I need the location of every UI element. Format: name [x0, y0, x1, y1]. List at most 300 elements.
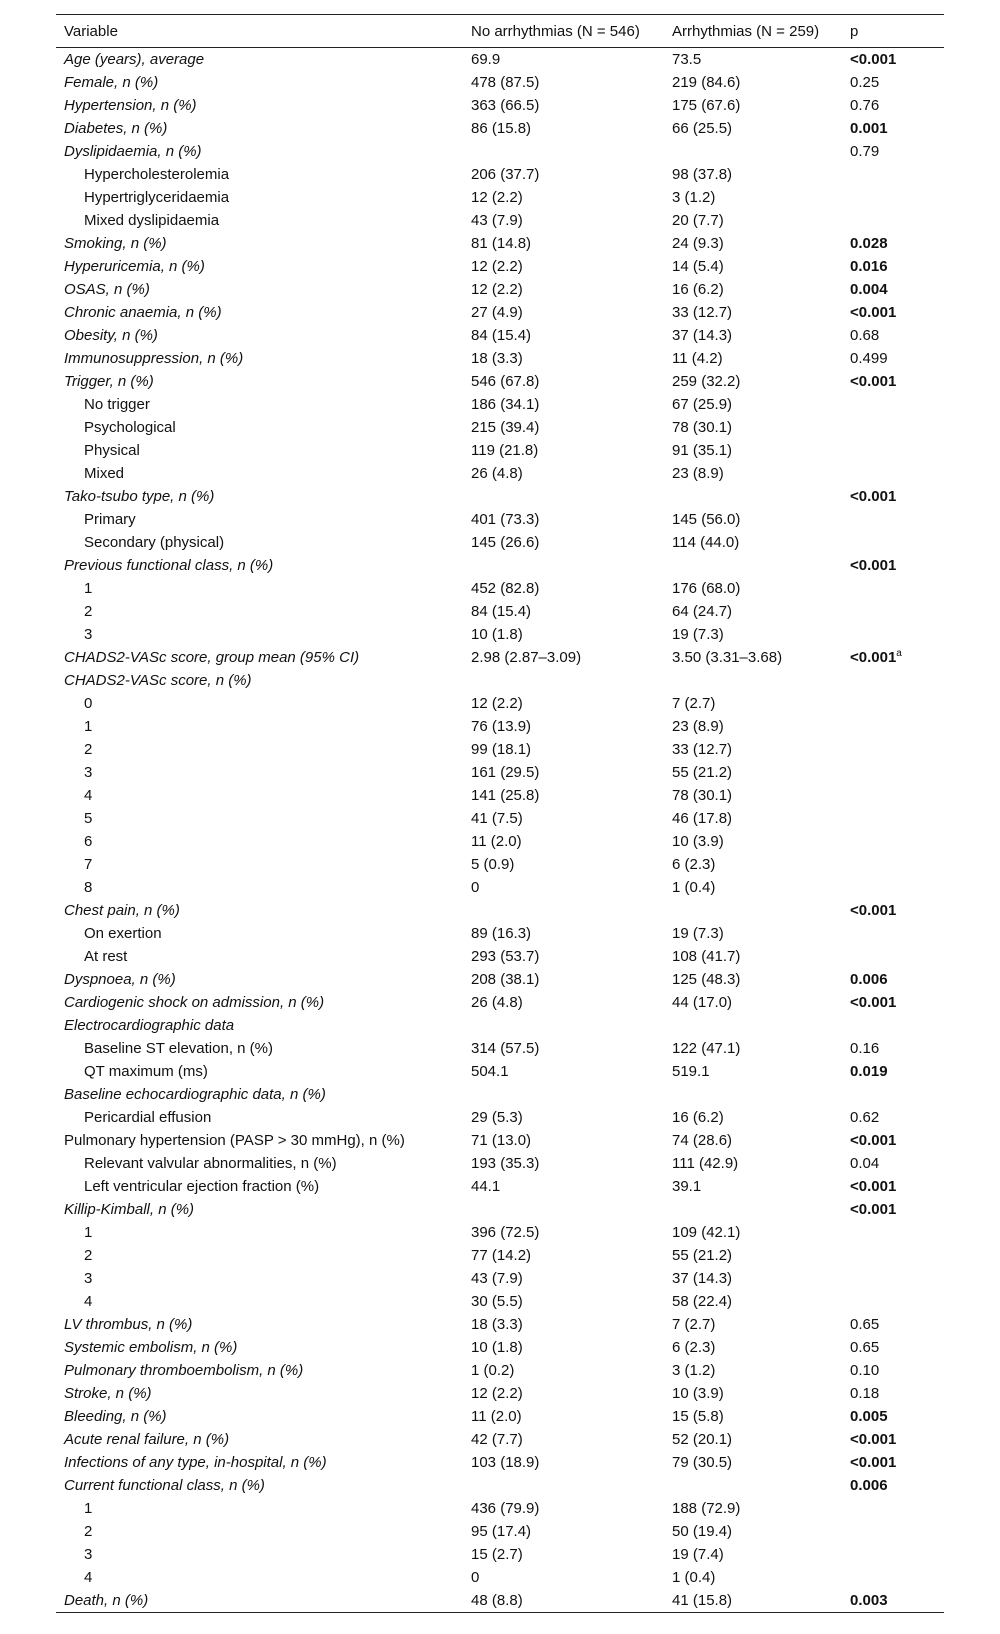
- variable-cell: 0: [84, 695, 93, 712]
- table-row: [56, 1244, 944, 1267]
- p-value-cell: [842, 1244, 944, 1267]
- no-arrhythmias-cell: 2.98 (2.87–3.09): [471, 649, 582, 666]
- variable-cell: 3: [84, 764, 93, 781]
- arrhythmias-cell: [664, 899, 842, 922]
- table-row: [56, 163, 944, 186]
- variable-cell: 1: [84, 1500, 93, 1517]
- p-value-cell: [842, 186, 944, 209]
- variable-cell: Mixed dyslipidaemia: [84, 212, 220, 229]
- variable-cell: 3: [84, 626, 93, 643]
- variable-cell: Diabetes, n (%): [64, 120, 168, 137]
- table-row: [56, 1037, 944, 1060]
- arrhythmias-cell: 7 (2.7): [672, 1316, 716, 1333]
- no-arrhythmias-cell: 69.9: [471, 51, 501, 68]
- p-value: <0.001: [850, 1178, 897, 1195]
- table-row: [56, 1543, 944, 1566]
- variable-cell: Previous functional class, n (%): [64, 557, 274, 574]
- variable-cell: Psychological: [84, 419, 176, 436]
- no-arrhythmias-cell: 11 (2.0): [471, 1408, 522, 1425]
- footnote-marker: a: [896, 648, 902, 659]
- arrhythmias-cell: 145 (56.0): [672, 511, 741, 528]
- arrhythmias-cell: 78 (30.1): [672, 419, 733, 436]
- table-row: [56, 1566, 944, 1589]
- arrhythmias-cell: 98 (37.8): [672, 166, 733, 183]
- no-arrhythmias-cell: 103 (18.9): [471, 1454, 540, 1471]
- no-arrhythmias-cell: 396 (72.5): [471, 1224, 540, 1241]
- p-value-cell: [842, 94, 944, 117]
- p-value-cell: [842, 577, 944, 600]
- variable-cell: 4: [84, 1293, 93, 1310]
- no-arrhythmias-cell: 41 (7.5): [471, 810, 523, 827]
- table-row: [56, 692, 944, 715]
- no-arrhythmias-cell: 436 (79.9): [471, 1500, 540, 1517]
- variable-cell: 1: [84, 580, 93, 597]
- arrhythmias-cell: 1 (0.4): [672, 1569, 716, 1586]
- no-arrhythmias-cell: 12 (2.2): [471, 258, 523, 275]
- p-value: 0.68: [850, 327, 880, 344]
- p-value-cell: [842, 1382, 944, 1405]
- no-arrhythmias-cell: 363 (66.5): [471, 97, 540, 114]
- arrhythmias-cell: 259 (32.2): [672, 373, 741, 390]
- no-arrhythmias-cell: 504.1: [471, 1063, 509, 1080]
- variable-cell: Primary: [84, 511, 136, 528]
- no-arrhythmias-cell: [463, 1014, 664, 1037]
- variable-cell: Chronic anaemia, n (%): [64, 304, 222, 321]
- arrhythmias-cell: 19 (7.4): [672, 1546, 724, 1563]
- arrhythmias-cell: 78 (30.1): [672, 787, 733, 804]
- arrhythmias-cell: 3.50 (3.31–3.68): [672, 649, 783, 666]
- table-row: [56, 1428, 944, 1451]
- no-arrhythmias-cell: 42 (7.7): [471, 1431, 523, 1448]
- table-row: [56, 761, 944, 784]
- p-value-cell: [842, 301, 944, 324]
- arrhythmias-cell: 176 (68.0): [672, 580, 741, 597]
- p-value: 0.028: [850, 235, 888, 252]
- p-value: <0.001: [850, 488, 897, 505]
- arrhythmias-cell: 188 (72.9): [672, 1500, 741, 1517]
- arrhythmias-cell: 114 (44.0): [672, 534, 740, 551]
- p-value-cell: [842, 922, 944, 945]
- p-value-cell: [842, 600, 944, 623]
- variable-cell: Dyslipidaemia, n (%): [64, 143, 202, 160]
- no-arrhythmias-cell: 12 (2.2): [471, 695, 523, 712]
- arrhythmias-cell: 33 (12.7): [672, 741, 733, 758]
- p-value-cell: [842, 669, 944, 692]
- table-row: [56, 807, 944, 830]
- variable-cell: 2: [84, 1523, 93, 1540]
- variable-cell: Killip-Kimball, n (%): [64, 1201, 195, 1218]
- p-value-cell: [842, 623, 944, 646]
- variable-cell: QT maximum (ms): [84, 1063, 208, 1080]
- table-row: [56, 1313, 944, 1336]
- p-value: <0.001: [850, 1454, 897, 1471]
- variable-cell: 7: [84, 856, 93, 873]
- arrhythmias-cell: 20 (7.7): [672, 212, 724, 229]
- arrhythmias-cell: 10 (3.9): [672, 833, 724, 850]
- table-row: [56, 1451, 944, 1474]
- p-value-cell: [842, 1497, 944, 1520]
- arrhythmias-cell: 109 (42.1): [672, 1224, 741, 1241]
- p-value-cell: [842, 1566, 944, 1589]
- variable-cell: Electrocardiographic data: [64, 1017, 235, 1034]
- table-row: [56, 416, 944, 439]
- table-row: [56, 669, 944, 692]
- table-row: [56, 784, 944, 807]
- variable-cell: Left ventricular ejection fraction (%): [84, 1178, 320, 1195]
- no-arrhythmias-cell: 12 (2.2): [471, 281, 523, 298]
- table-row: [56, 370, 944, 393]
- p-value-cell: [842, 853, 944, 876]
- p-value-cell: [842, 163, 944, 186]
- arrhythmias-cell: 64 (24.7): [672, 603, 733, 620]
- p-value-cell: [842, 1267, 944, 1290]
- table-row: [56, 830, 944, 853]
- no-arrhythmias-cell: 18 (3.3): [471, 350, 523, 367]
- table-row: [56, 715, 944, 738]
- table-row: [56, 1520, 944, 1543]
- no-arrhythmias-cell: 119 (21.8): [471, 442, 539, 459]
- p-value: 0.499: [850, 350, 888, 367]
- arrhythmias-cell: 79 (30.5): [672, 1454, 733, 1471]
- no-arrhythmias-cell: 86 (15.8): [471, 120, 532, 137]
- table-row: [56, 1152, 944, 1175]
- p-value: 0.16: [850, 1040, 880, 1057]
- no-arrhythmias-cell: 1 (0.2): [471, 1362, 515, 1379]
- variable-cell: OSAS, n (%): [64, 281, 150, 298]
- variable-cell: Obesity, n (%): [64, 327, 158, 344]
- p-value-cell: [842, 1474, 944, 1497]
- p-value-cell: [842, 1543, 944, 1566]
- table-row: [56, 991, 944, 1014]
- p-value: <0.001: [850, 1132, 897, 1149]
- arrhythmias-cell: 39.1: [672, 1178, 702, 1195]
- arrhythmias-cell: 16 (6.2): [672, 1109, 724, 1126]
- arrhythmias-cell: 52 (20.1): [672, 1431, 733, 1448]
- arrhythmias-cell: 37 (14.3): [672, 1270, 733, 1287]
- variable-cell: On exertion: [84, 925, 162, 942]
- p-value-cell: [842, 830, 944, 853]
- variable-cell: 6: [84, 833, 93, 850]
- table-row: [56, 577, 944, 600]
- arrhythmias-cell: 16 (6.2): [672, 281, 724, 298]
- p-value: <0.001: [850, 51, 897, 68]
- arrhythmias-cell: 6 (2.3): [672, 856, 716, 873]
- p-value-cell: [842, 209, 944, 232]
- p-value-cell: [842, 945, 944, 968]
- arrhythmias-cell: 55 (21.2): [672, 764, 733, 781]
- arrhythmias-cell: 519.1: [672, 1063, 710, 1080]
- arrhythmias-cell: 11 (4.2): [672, 350, 723, 367]
- p-value: <0.001: [850, 994, 897, 1011]
- table-row: [56, 255, 944, 278]
- table-row: [56, 508, 944, 531]
- table-row: [56, 1175, 944, 1198]
- arrhythmias-cell: 15 (5.8): [672, 1408, 724, 1425]
- variable-cell: Stroke, n (%): [64, 1385, 152, 1402]
- arrhythmias-cell: 55 (21.2): [672, 1247, 733, 1264]
- no-arrhythmias-cell: [463, 899, 664, 922]
- table-row: [56, 1106, 944, 1129]
- table-row: [56, 876, 944, 899]
- variable-cell: 8: [84, 879, 93, 896]
- no-arrhythmias-cell: 89 (16.3): [471, 925, 532, 942]
- p-value-cell: [842, 232, 944, 255]
- no-arrhythmias-cell: 5 (0.9): [471, 856, 515, 873]
- p-value-cell: [842, 1175, 944, 1198]
- table-row: [56, 48, 944, 72]
- table-row: [56, 462, 944, 485]
- variable-cell: Physical: [84, 442, 140, 459]
- p-value: 0.18: [850, 1385, 880, 1402]
- table-row: [56, 646, 944, 669]
- p-value-cell: [842, 1336, 944, 1359]
- arrhythmias-cell: 19 (7.3): [672, 925, 724, 942]
- no-arrhythmias-cell: 81 (14.8): [471, 235, 532, 252]
- arrhythmias-cell: 50 (19.4): [672, 1523, 733, 1540]
- table-row: [56, 347, 944, 370]
- header-row: [56, 15, 944, 48]
- no-arrhythmias-cell: 84 (15.4): [471, 327, 532, 344]
- p-value-cell: [842, 71, 944, 94]
- p-value-cell: [842, 1060, 944, 1083]
- variable-cell: 4: [84, 1569, 93, 1586]
- arrhythmias-cell: [664, 1083, 842, 1106]
- no-arrhythmias-cell: 186 (34.1): [471, 396, 540, 413]
- no-arrhythmias-cell: 452 (82.8): [471, 580, 540, 597]
- p-value-cell: [842, 439, 944, 462]
- table-row: [56, 623, 944, 646]
- no-arrhythmias-cell: 29 (5.3): [471, 1109, 523, 1126]
- p-value-cell: [842, 1290, 944, 1313]
- no-arrhythmias-cell: 15 (2.7): [471, 1546, 523, 1563]
- arrhythmias-cell: 67 (25.9): [672, 396, 733, 413]
- no-arrhythmias-cell: 314 (57.5): [471, 1040, 540, 1057]
- variable-cell: 2: [84, 1247, 93, 1264]
- p-value: 0.004: [850, 281, 888, 298]
- p-value-cell: [842, 807, 944, 830]
- variable-cell: Trigger, n (%): [64, 373, 154, 390]
- arrhythmias-cell: [664, 1198, 842, 1221]
- no-arrhythmias-cell: 26 (4.8): [471, 994, 523, 1011]
- no-arrhythmias-cell: 11 (2.0): [471, 833, 522, 850]
- p-value: 0.25: [850, 74, 880, 91]
- table-row: [56, 1290, 944, 1313]
- p-value: <0.001: [850, 557, 897, 574]
- no-arrhythmias-cell: [463, 1198, 664, 1221]
- table-row: [56, 554, 944, 577]
- p-value-cell: [842, 278, 944, 301]
- arrhythmias-cell: 66 (25.5): [672, 120, 733, 137]
- arrhythmias-cell: 33 (12.7): [672, 304, 733, 321]
- p-value-cell: [842, 347, 944, 370]
- table-row: [56, 1014, 944, 1037]
- no-arrhythmias-cell: 95 (17.4): [471, 1523, 532, 1540]
- table-row: [56, 393, 944, 416]
- arrhythmias-cell: 125 (48.3): [672, 971, 741, 988]
- p-value-cell: [842, 1014, 944, 1037]
- variable-cell: At rest: [84, 948, 128, 965]
- variable-cell: Hyperuricemia, n (%): [64, 258, 205, 275]
- arrhythmias-cell: 91 (35.1): [672, 442, 733, 459]
- p-value-cell: [842, 1520, 944, 1543]
- arrhythmias-cell: 111 (42.9): [672, 1155, 739, 1172]
- table-row: [56, 1405, 944, 1428]
- no-arrhythmias-cell: 18 (3.3): [471, 1316, 523, 1333]
- no-arrhythmias-cell: 84 (15.4): [471, 603, 532, 620]
- arrhythmias-cell: 23 (8.9): [672, 718, 724, 735]
- arrhythmias-cell: 46 (17.8): [672, 810, 733, 827]
- variable-cell: LV thrombus, n (%): [64, 1316, 193, 1333]
- table-row: [56, 301, 944, 324]
- header-p: p: [850, 22, 859, 40]
- p-value-cell: [842, 715, 944, 738]
- no-arrhythmias-cell: 478 (87.5): [471, 74, 540, 91]
- arrhythmias-cell: 3 (1.2): [672, 189, 716, 206]
- arrhythmias-cell: [664, 140, 842, 163]
- table-row: [56, 853, 944, 876]
- no-arrhythmias-cell: 0: [471, 879, 480, 896]
- p-value-cell: [842, 416, 944, 439]
- p-value-cell: [842, 508, 944, 531]
- table-row: [56, 117, 944, 140]
- header-no-arrhythmias: No arrhythmias (N = 546): [471, 22, 640, 40]
- variable-cell: Tako-tsubo type, n (%): [64, 488, 215, 505]
- p-value: 0.04: [850, 1155, 880, 1172]
- header-arrhythmias: Arrhythmias (N = 259): [672, 22, 820, 40]
- no-arrhythmias-cell: 76 (13.9): [471, 718, 532, 735]
- p-value-cell: [842, 1221, 944, 1244]
- no-arrhythmias-cell: 27 (4.9): [471, 304, 523, 321]
- p-value: <0.001: [850, 902, 897, 919]
- variable-cell: CHADS2-VASc score, group mean (95% CI): [64, 649, 360, 666]
- table-row: [56, 1060, 944, 1083]
- p-value: 0.016: [850, 258, 888, 275]
- variable-cell: 2: [84, 741, 93, 758]
- p-value-cell: [842, 255, 944, 278]
- no-arrhythmias-cell: 145 (26.6): [471, 534, 540, 551]
- arrhythmias-cell: 23 (8.9): [672, 465, 724, 482]
- no-arrhythmias-cell: 193 (35.3): [471, 1155, 540, 1172]
- p-value-cell: [842, 692, 944, 715]
- table-row: [56, 278, 944, 301]
- arrhythmias-cell: 7 (2.7): [672, 695, 716, 712]
- p-value: 0.006: [850, 971, 888, 988]
- p-value: <0.001: [850, 1201, 897, 1218]
- table-row: [56, 324, 944, 347]
- p-value-cell: [842, 968, 944, 991]
- table-body: [56, 48, 944, 1613]
- variable-cell: CHADS2-VASc score, n (%): [64, 672, 252, 689]
- no-arrhythmias-cell: 401 (73.3): [471, 511, 540, 528]
- arrhythmias-cell: 37 (14.3): [672, 327, 733, 344]
- p-value: 0.65: [850, 1316, 880, 1333]
- arrhythmias-cell: [664, 554, 842, 577]
- p-value-cell: [842, 140, 944, 163]
- p-value: <0.001: [850, 1431, 897, 1448]
- table-row: [56, 1336, 944, 1359]
- table-row: [56, 945, 944, 968]
- variable-cell: Chest pain, n (%): [64, 902, 180, 919]
- table-row: [56, 1267, 944, 1290]
- variable-cell: 1: [84, 1224, 93, 1241]
- p-value: <0.001: [850, 304, 897, 321]
- no-arrhythmias-cell: 99 (18.1): [471, 741, 532, 758]
- p-value-cell: [842, 1589, 944, 1613]
- p-value: <0.001: [850, 649, 897, 666]
- arrhythmias-cell: 14 (5.4): [672, 258, 724, 275]
- no-arrhythmias-cell: 215 (39.4): [471, 419, 540, 436]
- no-arrhythmias-cell: 293 (53.7): [471, 948, 540, 965]
- p-value-cell: [842, 1451, 944, 1474]
- variable-cell: Female, n (%): [64, 74, 159, 91]
- variable-cell: Relevant valvular abnormalities, n (%): [84, 1155, 337, 1172]
- table-row: [56, 1221, 944, 1244]
- table-row: [56, 439, 944, 462]
- table-row: [56, 232, 944, 255]
- variable-cell: 2: [84, 603, 93, 620]
- table-row: [56, 1497, 944, 1520]
- arrhythmias-cell: 44 (17.0): [672, 994, 733, 1011]
- arrhythmias-cell: 6 (2.3): [672, 1339, 716, 1356]
- table-row: [56, 968, 944, 991]
- arrhythmias-cell: 175 (67.6): [672, 97, 741, 114]
- variable-cell: Death, n (%): [64, 1592, 149, 1609]
- no-arrhythmias-cell: 26 (4.8): [471, 465, 523, 482]
- p-value: 0.003: [850, 1592, 888, 1609]
- table-row: [56, 1474, 944, 1497]
- variable-cell: Bleeding, n (%): [64, 1408, 167, 1425]
- p-value-cell: [842, 462, 944, 485]
- arrhythmias-cell: 24 (9.3): [672, 235, 724, 252]
- variable-cell: Mixed: [84, 465, 125, 482]
- variable-cell: Smoking, n (%): [64, 235, 167, 252]
- variable-cell: 4: [84, 787, 93, 804]
- p-value-cell: [842, 485, 944, 508]
- variable-cell: Hypercholesterolemia: [84, 166, 230, 183]
- arrhythmias-cell: 58 (22.4): [672, 1293, 733, 1310]
- data-table: [56, 14, 944, 1613]
- variable-cell: Hypertriglyceridaemia: [84, 189, 230, 206]
- p-value-cell: [842, 876, 944, 899]
- p-value-cell: [842, 646, 944, 669]
- p-value: 0.79: [850, 143, 880, 160]
- table-row: [56, 140, 944, 163]
- variable-cell: Baseline echocardiographic data, n (%): [64, 1086, 326, 1103]
- p-value-cell: [842, 1083, 944, 1106]
- p-value-cell: [842, 1313, 944, 1336]
- arrhythmias-cell: [664, 1474, 842, 1497]
- no-arrhythmias-cell: 208 (38.1): [471, 971, 540, 988]
- arrhythmias-cell: 41 (15.8): [672, 1592, 733, 1609]
- variable-cell: 3: [84, 1546, 93, 1563]
- no-arrhythmias-cell: [463, 554, 664, 577]
- table-container: [56, 14, 944, 1613]
- no-arrhythmias-cell: 43 (7.9): [471, 1270, 523, 1287]
- table-row: [56, 71, 944, 94]
- variable-cell: Systemic embolism, n (%): [64, 1339, 238, 1356]
- no-arrhythmias-cell: 44.1: [471, 1178, 501, 1195]
- arrhythmias-cell: 74 (28.6): [672, 1132, 733, 1149]
- table-row: [56, 922, 944, 945]
- p-value: 0.10: [850, 1362, 880, 1379]
- table-row: [56, 738, 944, 761]
- header-variable: Variable: [64, 22, 118, 40]
- p-value-cell: [842, 761, 944, 784]
- no-arrhythmias-cell: 10 (1.8): [471, 1339, 523, 1356]
- table-row: [56, 1359, 944, 1382]
- arrhythmias-cell: [664, 669, 842, 692]
- table-row: [56, 1589, 944, 1613]
